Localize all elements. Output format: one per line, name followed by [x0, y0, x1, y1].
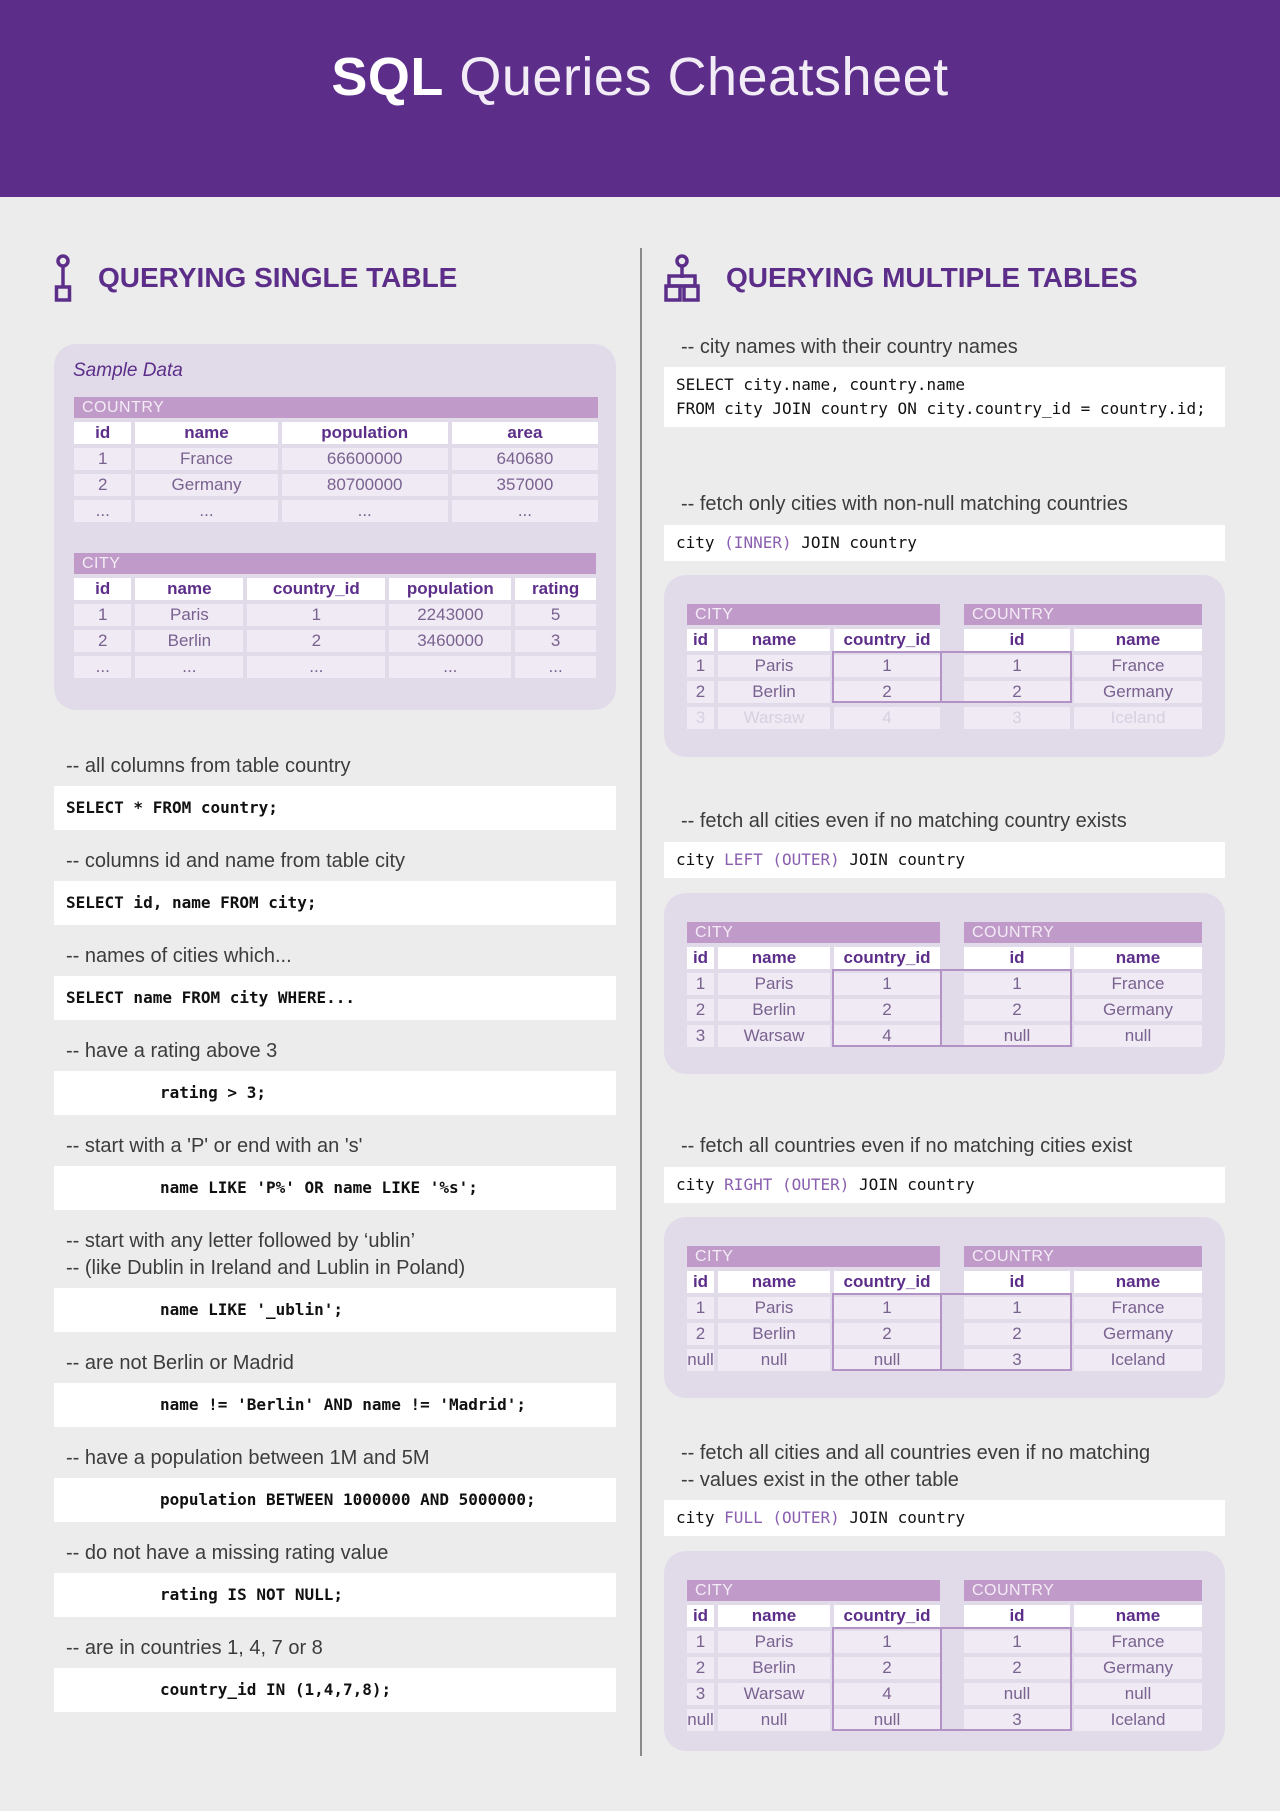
table-cell: Germany	[1072, 1321, 1204, 1347]
table-title-row	[962, 602, 1204, 627]
table-row	[685, 1321, 942, 1347]
table-cell: 1	[962, 971, 1072, 997]
table-row	[962, 971, 1204, 997]
table-cell: Berlin	[716, 1655, 832, 1681]
join-diagram	[664, 893, 1225, 1074]
table-title: COUNTRY	[962, 1578, 1204, 1603]
code-block: population BETWEEN 1000000 AND 5000000;	[54, 1478, 616, 1522]
column-header: name	[716, 1269, 832, 1295]
table-row	[685, 1023, 942, 1049]
column-header: country_id	[832, 627, 942, 653]
table-cell: Berlin	[716, 1321, 832, 1347]
query-comment: -- are in countries 1, 4, 7 or 8	[66, 1637, 323, 1659]
table-cell: null	[1072, 1023, 1204, 1049]
column-header: country_id	[832, 1269, 942, 1295]
code-text: city	[676, 1508, 725, 1527]
table-cell: 1	[685, 971, 716, 997]
table-cell: Germany	[1072, 679, 1204, 705]
table-row	[962, 1681, 1204, 1707]
table-cell: 2	[685, 1321, 716, 1347]
table-header-row	[685, 945, 942, 971]
join-comment: -- fetch all cities even if no matching country exists	[681, 810, 1127, 832]
table-row	[962, 1321, 1204, 1347]
table-cell: Berlin	[716, 679, 832, 705]
table-cell: Berlin	[716, 997, 832, 1023]
join-country-table	[962, 602, 1204, 731]
query-comment: -- start with any letter followed by ‘ublin’ -- (like Dublin in Ireland and Lublin in Poland)	[66, 1230, 466, 1279]
table-row	[72, 628, 598, 654]
code-block: country_id IN (1,4,7,8);	[54, 1668, 616, 1712]
table-title: CITY	[685, 602, 942, 627]
table-row	[962, 653, 1204, 679]
query-comment: -- have a rating above 3	[66, 1040, 278, 1062]
table-row	[962, 679, 1204, 705]
table-row	[962, 997, 1204, 1023]
query-item	[54, 1125, 616, 1210]
table-row	[962, 1295, 1204, 1321]
table-cell: 3	[962, 1707, 1072, 1733]
table-cell: 3	[685, 1681, 716, 1707]
table-title: COUNTRY	[72, 395, 600, 420]
join-diagram	[664, 575, 1225, 757]
table-cell: Paris	[716, 653, 832, 679]
table-row	[685, 1707, 942, 1733]
table-title-row	[685, 1244, 942, 1269]
table-cell: Iceland	[1072, 1707, 1204, 1733]
column-header: id	[962, 945, 1072, 971]
query-comment: -- names of cities which...	[66, 945, 292, 967]
table-cell: 1	[832, 1629, 942, 1655]
table-title: COUNTRY	[962, 602, 1204, 627]
section-heading-multiple: QUERYING MULTIPLE TABLES	[664, 258, 1138, 298]
table-row	[685, 997, 942, 1023]
join-comment: -- fetch all cities and all countries even if no matching -- values exist in the other table	[681, 1442, 1151, 1491]
table-row	[72, 498, 600, 524]
table-header-row	[685, 1269, 942, 1295]
table-cell: Warsaw	[716, 705, 832, 731]
query-comment: -- have a population between 1M and 5M	[66, 1447, 430, 1469]
table-cell: null	[716, 1707, 832, 1733]
table-cell: 2	[72, 628, 133, 654]
table-cell: Germany	[133, 472, 279, 498]
query-item	[54, 1220, 616, 1332]
table-header-row	[685, 627, 942, 653]
table-row	[685, 679, 942, 705]
code-block: SELECT * FROM country;	[54, 786, 616, 830]
code-text: city	[676, 850, 725, 869]
table-cell: 1	[962, 1295, 1072, 1321]
join-code-block	[664, 842, 1225, 878]
country-table	[72, 395, 600, 524]
table-cell: ...	[133, 654, 245, 680]
table-cell: France	[1072, 1629, 1204, 1655]
table-cell: 3	[685, 705, 716, 731]
table-cell: 2	[962, 679, 1072, 705]
table-title-row	[962, 1244, 1204, 1269]
column-header: name	[133, 576, 245, 602]
table-cell: 1	[72, 602, 133, 628]
page-title: SQL Queries Cheatsheet	[331, 47, 949, 107]
table-cell: 3	[962, 705, 1072, 731]
table-cell: ...	[280, 498, 450, 524]
column-header: id	[72, 420, 133, 446]
table-cell: 2	[832, 1321, 942, 1347]
join-diagram	[664, 1551, 1225, 1751]
code-block: SELECT id, name FROM city;	[54, 881, 616, 925]
code-text: JOIN country	[839, 850, 965, 869]
column-header: id	[962, 627, 1072, 653]
table-title-row	[72, 395, 600, 420]
table-cell: Berlin	[133, 628, 245, 654]
table-row	[962, 1023, 1204, 1049]
table-title-row	[72, 551, 598, 576]
table-title-row	[685, 602, 942, 627]
query-comment: -- city names with their country names	[681, 336, 1018, 358]
table-cell: Paris	[716, 1629, 832, 1655]
code-block: name LIKE '_ublin';	[54, 1288, 616, 1332]
table-row	[72, 472, 600, 498]
table-cell: 3	[513, 628, 598, 654]
table-cell: 66600000	[280, 446, 450, 472]
query-item	[54, 1627, 616, 1712]
column-header: name	[1072, 1269, 1204, 1295]
join-city-table	[685, 1578, 942, 1733]
table-cell: 1	[832, 1295, 942, 1321]
query-comment: -- start with a 'P' or end with an 's'	[66, 1135, 363, 1157]
column-header: name	[1072, 627, 1204, 653]
table-cell: 3	[962, 1347, 1072, 1373]
code-text: JOIN country	[839, 1508, 965, 1527]
table-cell: ...	[133, 498, 279, 524]
table-cell: Warsaw	[716, 1023, 832, 1049]
table-cell: 1	[245, 602, 387, 628]
query-item	[54, 1437, 616, 1522]
table-title-row	[685, 1578, 942, 1603]
column-header: id	[685, 627, 716, 653]
query-item	[54, 1342, 616, 1427]
code-text: city	[676, 1175, 725, 1194]
table-cell: 1	[685, 1295, 716, 1321]
table-cell: France	[1072, 971, 1204, 997]
code-block: SELECT name FROM city WHERE...	[54, 976, 616, 1020]
table-title: CITY	[685, 920, 942, 945]
single-table-queries	[54, 745, 616, 1722]
table-row	[962, 1655, 1204, 1681]
join-city-table	[685, 920, 942, 1049]
join-comment: -- fetch only cities with non-null matching countries	[681, 493, 1128, 515]
table-cell: 3	[685, 1023, 716, 1049]
table-cell: 2	[685, 679, 716, 705]
table-row	[962, 1707, 1204, 1733]
table-header-row	[962, 1603, 1204, 1629]
table-row	[685, 705, 942, 731]
query-item	[54, 1532, 616, 1617]
table-cell: France	[1072, 653, 1204, 679]
table-header-row	[962, 1269, 1204, 1295]
column-divider	[640, 248, 642, 1756]
table-cell: null	[832, 1707, 942, 1733]
table-cell: ...	[450, 498, 600, 524]
table-header-row	[72, 576, 598, 602]
column-header: id	[962, 1603, 1072, 1629]
join-city-table	[685, 1244, 942, 1373]
join-diagram	[664, 1217, 1225, 1398]
table-cell: 640680	[450, 446, 600, 472]
table-row	[685, 1629, 942, 1655]
code-block: SELECT city.name, country.name FROM city JOIN country ON city.country_id = country.id;	[664, 367, 1225, 427]
table-cell: 1	[832, 653, 942, 679]
table-cell: Germany	[1072, 1655, 1204, 1681]
table-cell: 4	[832, 705, 942, 731]
table-cell: 2	[962, 997, 1072, 1023]
join-keyword: FULL (OUTER)	[724, 1508, 840, 1527]
query-item	[54, 745, 616, 830]
table-cell: Germany	[1072, 997, 1204, 1023]
code-block: name LIKE 'P%' OR name LIKE '%s';	[54, 1166, 616, 1210]
table-cell: 2	[685, 997, 716, 1023]
table-header-row	[962, 945, 1204, 971]
join-code-block	[664, 1167, 1225, 1203]
table-cell: ...	[245, 654, 387, 680]
table-row	[685, 1655, 942, 1681]
table-cell: Paris	[716, 1295, 832, 1321]
query-item	[54, 840, 616, 925]
join-country-table	[962, 1578, 1204, 1733]
column-header: area	[450, 420, 600, 446]
table-cell: 2	[962, 1321, 1072, 1347]
column-header: population	[387, 576, 513, 602]
table-row	[685, 1347, 942, 1373]
table-cell: 1	[962, 1629, 1072, 1655]
table-title: CITY	[685, 1244, 942, 1269]
section-heading-single: QUERYING SINGLE TABLE	[54, 258, 457, 298]
table-title-row	[685, 920, 942, 945]
table-cell: 357000	[450, 472, 600, 498]
table-cell: null	[832, 1347, 942, 1373]
column-header: id	[962, 1269, 1072, 1295]
join-code-block	[664, 525, 1225, 561]
single-table-icon	[54, 254, 72, 302]
column-header: country_id	[832, 1603, 942, 1629]
table-title: COUNTRY	[962, 920, 1204, 945]
table-header-row	[962, 627, 1204, 653]
table-cell: null	[962, 1023, 1072, 1049]
column-header: country_id	[832, 945, 942, 971]
table-cell: Warsaw	[716, 1681, 832, 1707]
table-cell: France	[133, 446, 279, 472]
table-cell: 1	[72, 446, 133, 472]
table-cell: 1	[832, 971, 942, 997]
column-header: name	[1072, 1603, 1204, 1629]
table-row	[685, 1295, 942, 1321]
column-header: country_id	[245, 576, 387, 602]
code-block: rating IS NOT NULL;	[54, 1573, 616, 1617]
table-cell: 2	[962, 1655, 1072, 1681]
table-header-row	[72, 420, 600, 446]
column-header: rating	[513, 576, 598, 602]
table-cell: null	[716, 1347, 832, 1373]
table-cell: Iceland	[1072, 1347, 1204, 1373]
table-cell: Iceland	[1072, 705, 1204, 731]
sample-data-label: Sample Data	[73, 360, 183, 381]
query-comment: -- columns id and name from table city	[66, 850, 406, 872]
join-country-table	[962, 1244, 1204, 1373]
column-header: id	[685, 1269, 716, 1295]
table-cell: 2	[685, 1655, 716, 1681]
column-header: id	[72, 576, 133, 602]
table-cell: 1	[685, 1629, 716, 1655]
table-cell: 2	[72, 472, 133, 498]
table-cell: ...	[72, 654, 133, 680]
table-cell: ...	[72, 498, 133, 524]
table-title-row	[962, 920, 1204, 945]
code-block: rating > 3;	[54, 1071, 616, 1115]
query-comment: -- all columns from table country	[66, 755, 351, 777]
code-text: city	[676, 533, 725, 552]
table-row	[685, 1681, 942, 1707]
join-country-table	[962, 920, 1204, 1049]
table-cell: 3460000	[387, 628, 513, 654]
table-cell: 1	[685, 653, 716, 679]
code-block: name != 'Berlin' AND name != 'Madrid';	[54, 1383, 616, 1427]
table-cell: 2	[832, 997, 942, 1023]
table-title-row	[962, 1578, 1204, 1603]
table-title: CITY	[72, 551, 598, 576]
table-header-row	[685, 1603, 942, 1629]
query-item	[54, 935, 616, 1020]
city-table	[72, 551, 598, 680]
column-header: id	[685, 1603, 716, 1629]
table-row	[962, 1347, 1204, 1373]
table-row	[685, 653, 942, 679]
table-cell: null	[962, 1681, 1072, 1707]
table-cell: 4	[832, 1023, 942, 1049]
table-cell: null	[685, 1347, 716, 1373]
table-row	[962, 705, 1204, 731]
column-header: name	[133, 420, 279, 446]
code-text: JOIN country	[849, 1175, 975, 1194]
table-cell: France	[1072, 1295, 1204, 1321]
multiple-tables-icon	[664, 254, 700, 302]
table-cell: ...	[387, 654, 513, 680]
code-text: JOIN country	[791, 533, 917, 552]
join-code-block	[664, 1500, 1225, 1536]
table-cell: 2	[832, 1655, 942, 1681]
query-item	[54, 1030, 616, 1115]
column-header: name	[716, 945, 832, 971]
sample-data-panel	[54, 344, 616, 710]
table-cell: null	[685, 1707, 716, 1733]
table-cell: 2	[245, 628, 387, 654]
table-cell: 2	[832, 679, 942, 705]
table-cell: null	[1072, 1681, 1204, 1707]
join-keyword: (INNER)	[724, 533, 792, 552]
table-title: CITY	[685, 1578, 942, 1603]
table-cell: ...	[513, 654, 598, 680]
page-header	[0, 0, 1280, 197]
column-header: name	[1072, 945, 1204, 971]
table-cell: 4	[832, 1681, 942, 1707]
table-cell: Paris	[716, 971, 832, 997]
query-comment: -- are not Berlin or Madrid	[66, 1352, 294, 1374]
table-row	[685, 971, 942, 997]
table-title: COUNTRY	[962, 1244, 1204, 1269]
column-header: id	[685, 945, 716, 971]
column-header: population	[280, 420, 450, 446]
table-cell: 80700000	[280, 472, 450, 498]
column-header: name	[716, 1603, 832, 1629]
join-keyword: RIGHT (OUTER)	[724, 1175, 850, 1194]
table-row	[72, 602, 598, 628]
join-keyword: LEFT (OUTER)	[724, 850, 840, 869]
table-row	[962, 1629, 1204, 1655]
table-cell: Paris	[133, 602, 245, 628]
join-city-table	[685, 602, 942, 731]
table-cell: 1	[962, 653, 1072, 679]
query-comment: -- do not have a missing rating value	[66, 1542, 389, 1564]
join-comment: -- fetch all countries even if no matching cities exist	[681, 1135, 1133, 1157]
column-header: name	[716, 627, 832, 653]
table-cell: 2243000	[387, 602, 513, 628]
table-row	[72, 654, 598, 680]
table-cell: 5	[513, 602, 598, 628]
table-row	[72, 446, 600, 472]
